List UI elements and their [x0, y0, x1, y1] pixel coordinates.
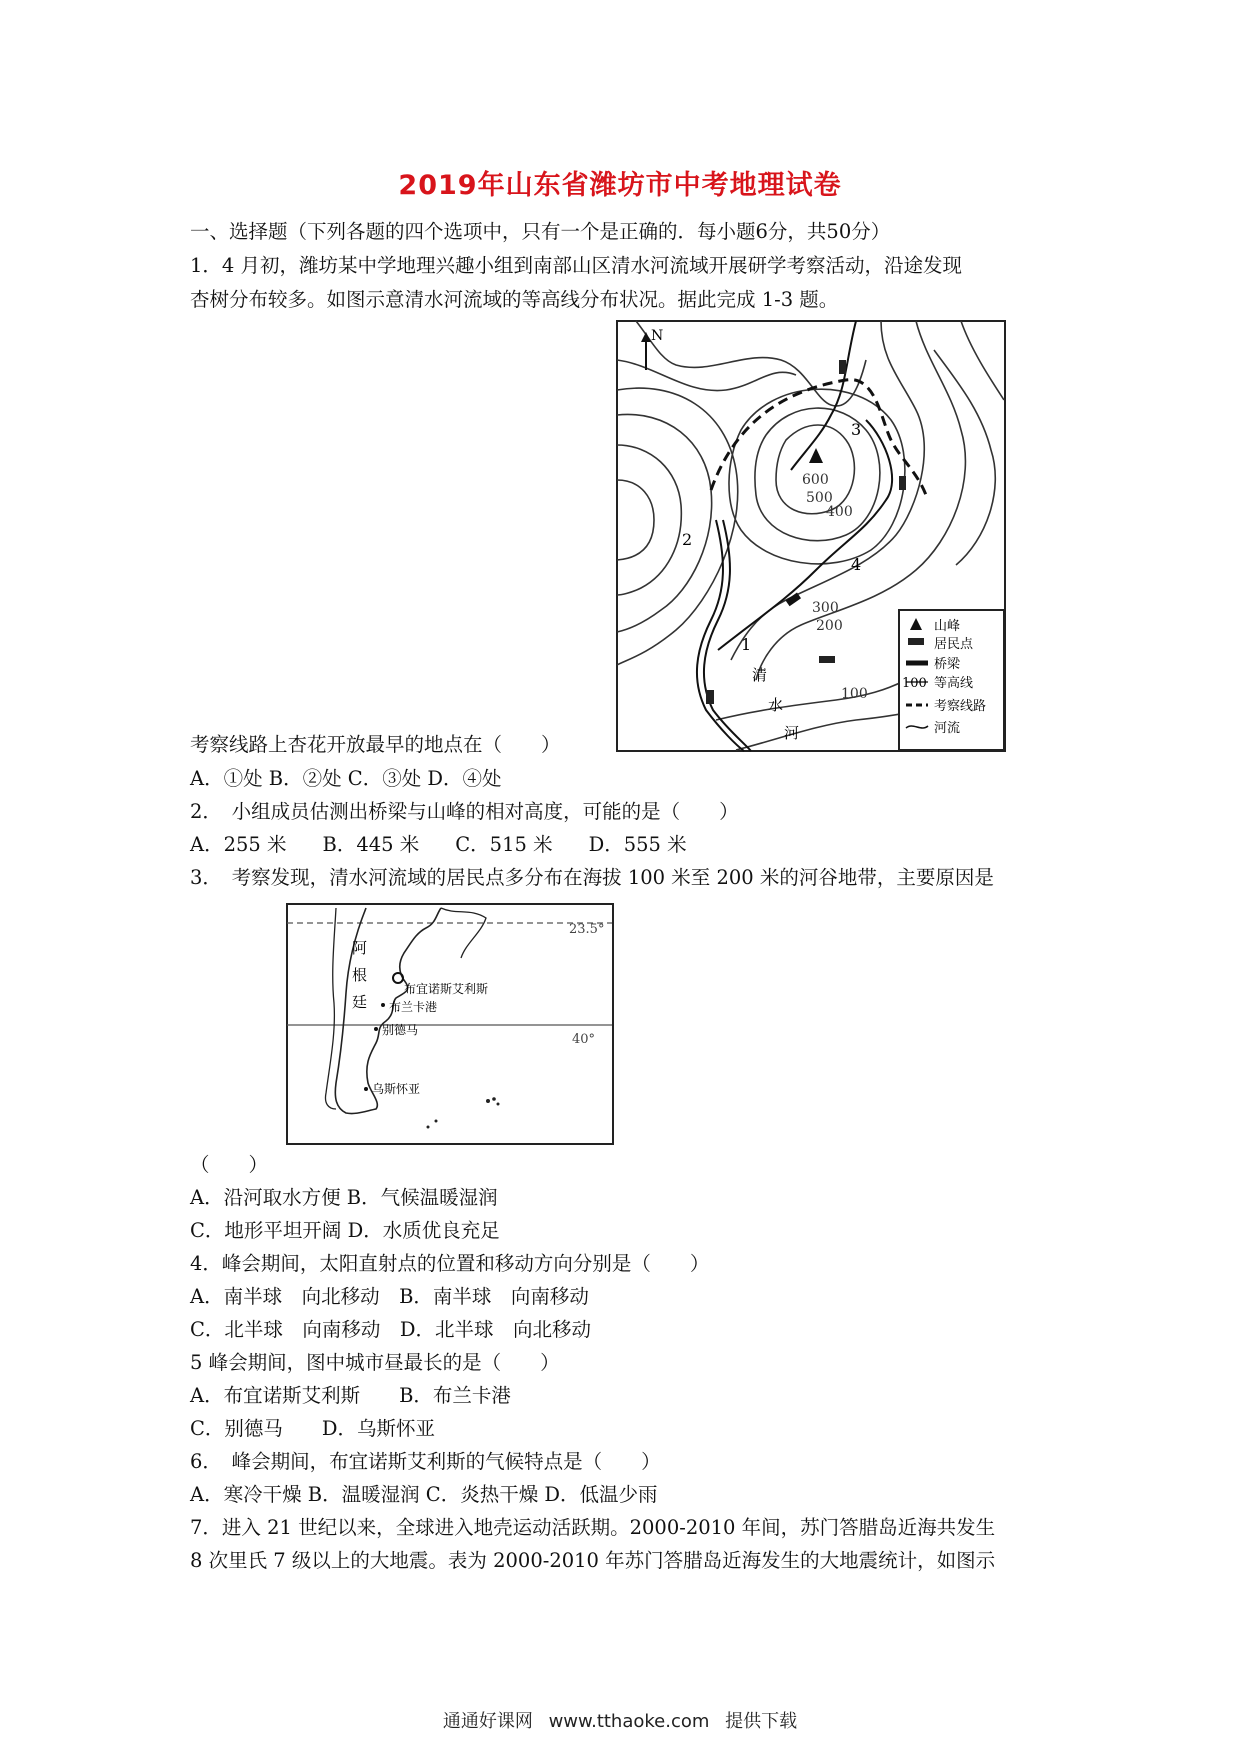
q7-line2: 8 次里氏 7 级以上的大地震。表为 2000-2010 年苏门答腊岛近海发生的大地震统计，如图示	[190, 1549, 996, 1572]
country-label-1: 阿	[352, 939, 368, 957]
q2-option-d: D．555 米	[588, 833, 687, 856]
river-name-2: 水	[768, 696, 784, 714]
q4-stem: 4．峰会期间，太阳直射点的位置和移动方向分别是（ ）	[190, 1252, 710, 1275]
q5-options-line1: A．布宜诺斯艾利斯 B．布兰卡港	[190, 1384, 511, 1407]
country-label-3: 廷	[352, 993, 368, 1011]
q4-options-line2: C．北半球 向南移动 D．北半球 向北移动	[190, 1318, 592, 1341]
footer-site-name: 通通好课网	[442, 1711, 533, 1732]
q2-option-a: A．255 米	[190, 833, 287, 856]
q3-options-line2: C．地形平坦开阔 D．水质优良充足	[190, 1219, 500, 1242]
page-title: 2019年山东省潍坊市中考地理试卷	[398, 170, 842, 201]
q7-line1: 7．进入 21 世纪以来，全球进入地壳运动活跃期。2000-2010 年间，苏门答腊岛近海共发生	[190, 1516, 996, 1539]
elevation-200: 200	[816, 618, 843, 634]
legend-peak: 山峰	[934, 619, 961, 634]
legend-route: 考察线路	[934, 699, 987, 714]
country-label-2: 根	[352, 966, 368, 984]
point-label-2: 2	[682, 530, 693, 549]
legend-settlement: 居民点	[934, 637, 974, 652]
river-name-3: 河	[784, 724, 800, 742]
city-buenos-aires: 布宜诺斯艾利斯	[404, 982, 489, 996]
q3-bracket: （ ）	[190, 1153, 269, 1176]
page-footer	[0, 1707, 1240, 1733]
q1-question: 考察线路上杏花开放最早的地点在（ ）	[190, 733, 561, 756]
q5-stem: 5 峰会期间，图中城市昼最长的是（ ）	[190, 1351, 560, 1374]
contour-map-figure	[616, 320, 1006, 752]
legend-river: 河流	[934, 721, 961, 736]
q2-stem: 2． 小组成员估测出桥梁与山峰的相对高度，可能的是（ ）	[190, 800, 739, 823]
elevation-400: 400	[826, 504, 853, 520]
legend-contour-value: 100	[902, 676, 927, 691]
north-label: N	[651, 328, 664, 344]
latitude-40: 40°	[572, 1032, 596, 1047]
latitude-23-5: 23.5°	[569, 922, 605, 937]
settlement-icon	[819, 656, 835, 663]
q2-option-b: B．445 米	[322, 833, 420, 856]
settlement-icon	[706, 690, 714, 704]
city-viedma: 别德马	[382, 1023, 419, 1037]
legend-settlement-icon	[908, 638, 924, 645]
settlement-icon	[899, 476, 906, 490]
q2-options	[190, 835, 687, 855]
bahia-blanca-marker-icon	[381, 1003, 385, 1007]
point-label-3: 3	[851, 420, 862, 439]
settlement-icon	[839, 360, 846, 374]
city-ushuaia: 乌斯怀亚	[372, 1082, 421, 1096]
contour-map	[616, 320, 1006, 752]
point-label-1: 1	[741, 635, 752, 654]
argentina-map	[286, 903, 636, 1145]
q3-options-line1: A．沿河取水方便 B．气候温暖湿润	[190, 1186, 498, 1209]
legend-contour: 等高线	[934, 676, 974, 691]
elevation-100: 100	[841, 686, 868, 702]
q6-stem: 6． 峰会期间，布宜诺斯艾利斯的气候特点是（ ）	[190, 1450, 661, 1473]
footer-url[interactable]: www.tthaoke.com	[548, 1711, 710, 1732]
q1-stem-line2: 杏树分布较多。如图示意清水河流域的等高线分布状况。据此完成 1-3 题。	[190, 288, 839, 311]
viedma-marker-icon	[374, 1027, 378, 1031]
elevation-500: 500	[806, 490, 833, 506]
river-name-1: 清	[752, 666, 768, 684]
q2-option-c: C．515 米	[455, 833, 553, 856]
map-legend	[899, 610, 1004, 750]
q1-stem-line1: 1．4 月初，潍坊某中学地理兴趣小组到南部山区清水河流域开展研学考察活动，沿途发现	[190, 254, 963, 277]
q6-options: A．寒冷干燥 B．温暖湿润 C．炎热干燥 D．低温少雨	[190, 1483, 658, 1506]
point-label-4: 4	[851, 555, 862, 574]
q1-options: A．①处 B．②处 C．③处 D．④处	[190, 767, 502, 790]
footer-action: 提供下载	[725, 1711, 798, 1732]
legend-bridge: 桥梁	[934, 657, 961, 672]
city-bahia-blanca: 布兰卡港	[389, 1000, 438, 1014]
q5-options-line2: C．别德马 D．乌斯怀亚	[190, 1417, 436, 1440]
elevation-600: 600	[802, 472, 829, 488]
ushuaia-marker-icon	[364, 1087, 368, 1091]
section-heading: 一、选择题（下列各题的四个选项中，只有一个是正确的．每小题6分，共50分）	[190, 220, 891, 243]
elevation-300: 300	[812, 600, 839, 616]
q4-options-line1: A．南半球 向北移动 B．南半球 向南移动	[190, 1285, 589, 1308]
argentina-map-figure	[286, 903, 636, 1145]
q3-stem: 3． 考察发现，清水河流域的居民点多分布在海拔 100 米至 200 米的河谷地带，主要原因是	[190, 866, 994, 889]
